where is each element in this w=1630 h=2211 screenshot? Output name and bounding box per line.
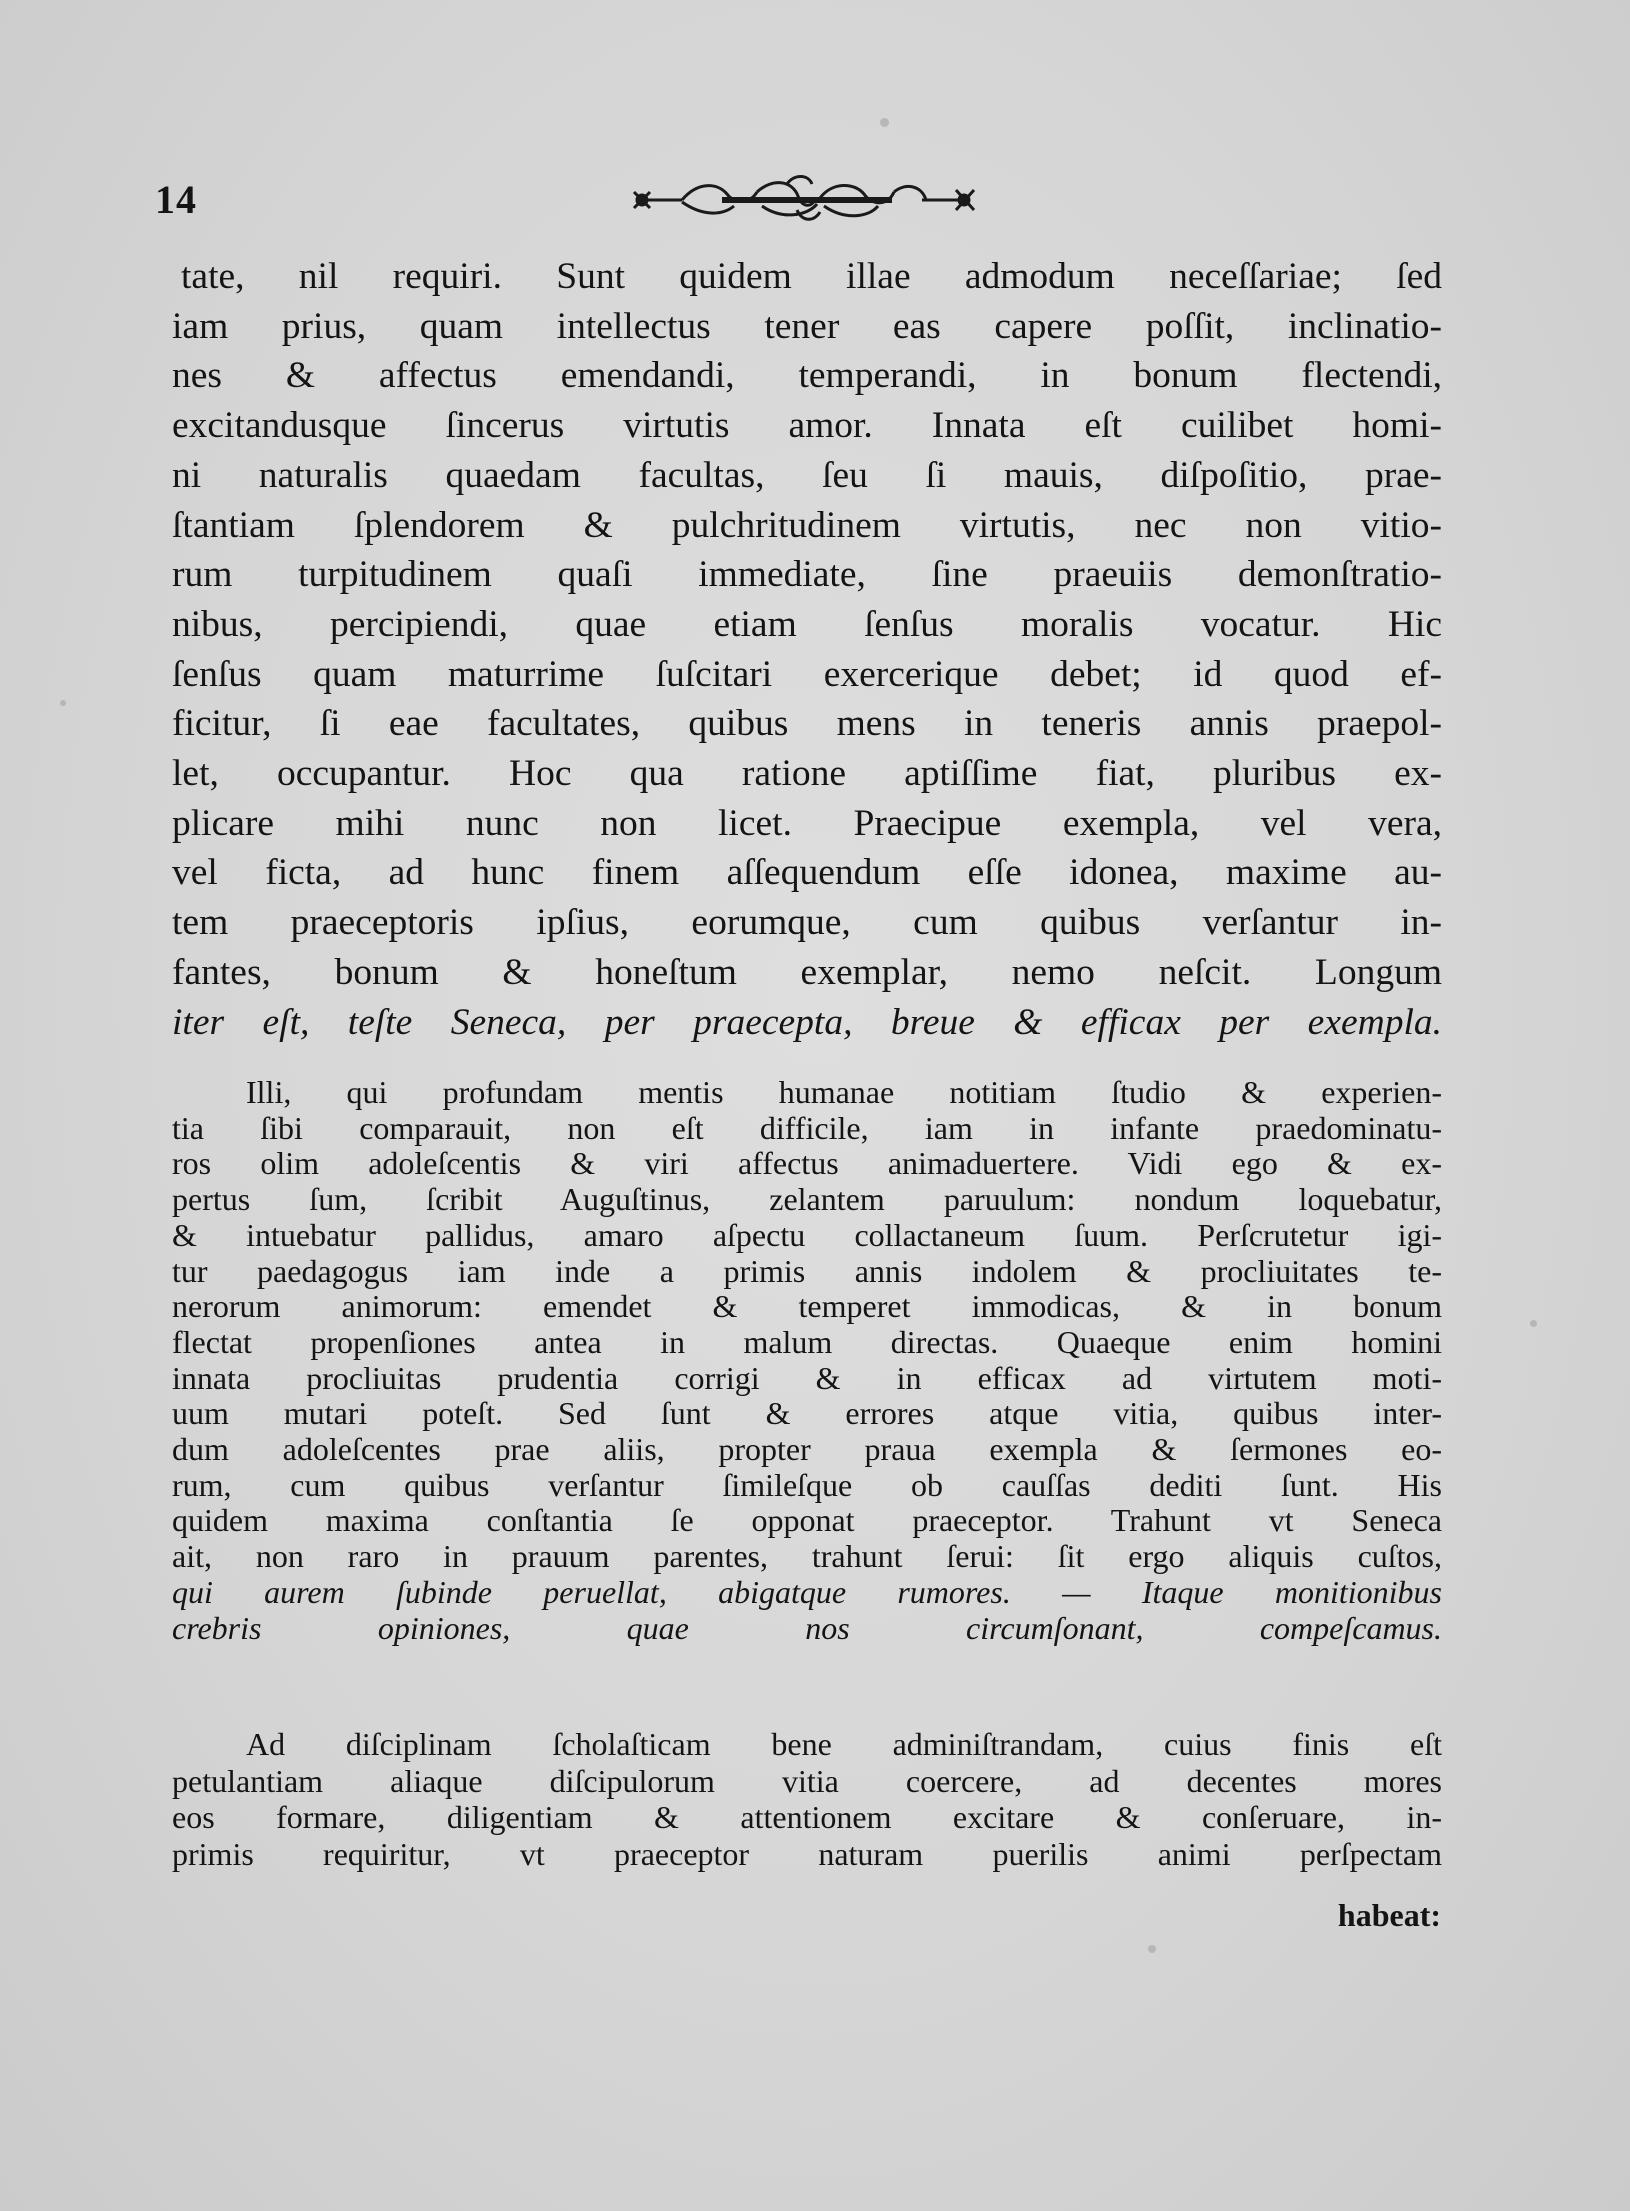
text-line: vel ficta, ad hunc finem aſſequendum eſſe idonea, maxime au- — [172, 852, 1442, 894]
scroll-ornament-icon — [622, 162, 984, 236]
text-line: ſenſus quam maturrime ſuſcitari exercerique debet; id quod ef- — [172, 653, 1442, 695]
text-line: tate, nil requiri. Sunt quidem illae admodum neceſſariae; ſed — [181, 256, 1442, 297]
page-number: 14 — [155, 177, 197, 222]
text-line: Illi, qui profundam mentis humanae notitiam ſtudio & experien- — [246, 1074, 1442, 1110]
text-line: primis requiritur, vt praeceptor naturam puerilis animi perſpectam — [172, 1835, 1442, 1872]
text-line: innata procliuitas prudentia corrigi & in efficax ad virtutem moti- — [172, 1359, 1442, 1396]
text-line: ſtantiam ſplendorem & pulchritudinem virtutis, nec non vitio- — [172, 504, 1442, 546]
text-line: qui aurem ſubinde peruellat, abigatque rumores. — Itaque monitionibus — [172, 1573, 1442, 1610]
text-line: plicare mihi nunc non licet. Praecipue exempla, vel vera, — [172, 802, 1442, 844]
text-line: flectat propenſiones antea in malum directas. Quaeque enim homini — [172, 1323, 1442, 1360]
text-line: tem praeceptoris ipſius, eorumque, cum quibus verſantur in- — [172, 902, 1442, 944]
text-line: rum turpitudinem quaſi immediate, ſine praeuiis demonſtratio- — [172, 554, 1442, 596]
text-line: excitandusque ſincerus virtutis amor. Innata eſt cuilibet homi- — [172, 405, 1442, 447]
text-line: crebris opiniones, quae nos circumſonant, compeſcamus. — [172, 1609, 1442, 1646]
paragraph-disciplina — [172, 1726, 1442, 1872]
paper-speck — [880, 118, 889, 127]
text-line: eos formare, diligentiam & attentionem excitare & conſeruare, in- — [172, 1799, 1442, 1835]
text-line: nes & affectus emendandi, temperandi, in bonum flectendi, — [172, 355, 1442, 397]
paper-speck — [60, 700, 66, 706]
text-line: ficitur, ſi eae facultates, quibus mens in teneris annis praepol- — [172, 703, 1442, 745]
paragraph-augustinus — [172, 1075, 1442, 1646]
text-line: Ad diſciplinam ſcholaſticam bene adminiſtrandam, cuius finis eſt — [246, 1726, 1442, 1762]
paper-speck — [1148, 1945, 1156, 1953]
text-line: let, occupantur. Hoc qua ratione aptiſſime fiat, pluribus ex- — [172, 753, 1442, 795]
paragraph-main — [172, 252, 1442, 1047]
text-line: nerorum animorum: emendet & temperet immodicas, & in bonum — [172, 1288, 1442, 1325]
text-line: petulantiam aliaque diſcipulorum vitia coercere, ad decentes mores — [172, 1762, 1442, 1799]
text-line: pertus ſum, ſcribit Auguſtinus, zelantem paruulum: nondum loquebatur, — [172, 1181, 1442, 1218]
text-line: rum, cum quibus verſantur ſimileſque ob cauſſas dediti ſunt. His — [172, 1466, 1442, 1503]
text-line: uum mutari poteſt. Sed ſunt & errores atque vitia, quibus inter- — [172, 1395, 1442, 1432]
text-line: tia ſibi comparauit, non eſt difficile, iam in infante praedominatu- — [172, 1109, 1442, 1146]
text-line: nibus, percipiendi, quae etiam ſenſus moralis vocatur. Hic — [172, 603, 1442, 645]
text-line: ros olim adoleſcentis & viri affectus animaduertere. Vidi ego & ex- — [172, 1145, 1442, 1182]
paper-speck — [1530, 1320, 1537, 1327]
text-line: dum adoleſcentes prae aliis, propter praua exempla & ſermones eo- — [172, 1431, 1442, 1468]
text-line: & intuebatur pallidus, amaro aſpectu collactaneum ſuum. Perſcrutetur igi- — [172, 1216, 1442, 1253]
seneca-quote-line: iter eſt, teſte Seneca, per praecepta, breue & efficax per exempla. — [172, 1001, 1442, 1043]
text-line: tur paedagogus iam inde a primis annis indolem & procliuitates te- — [172, 1252, 1442, 1289]
text-line: fantes, bonum & honeſtum exemplar, nemo neſcit. Longum — [172, 951, 1442, 993]
text-line: ait, non raro in prauum parentes, trahunt ſerui: ſit ergo aliquis cuſtos, — [172, 1538, 1442, 1575]
text-line: iam prius, quam intellectus tener eas capere poſſit, inclinatio- — [172, 305, 1442, 347]
text-line: ni naturalis quaedam facultas, ſeu ſi mauis, diſpoſitio, prae- — [172, 454, 1442, 496]
text-line: quidem maxima conſtantia ſe opponat praeceptor. Trahunt vt Seneca — [172, 1502, 1442, 1539]
catchword: habeat: — [1337, 1897, 1441, 1933]
